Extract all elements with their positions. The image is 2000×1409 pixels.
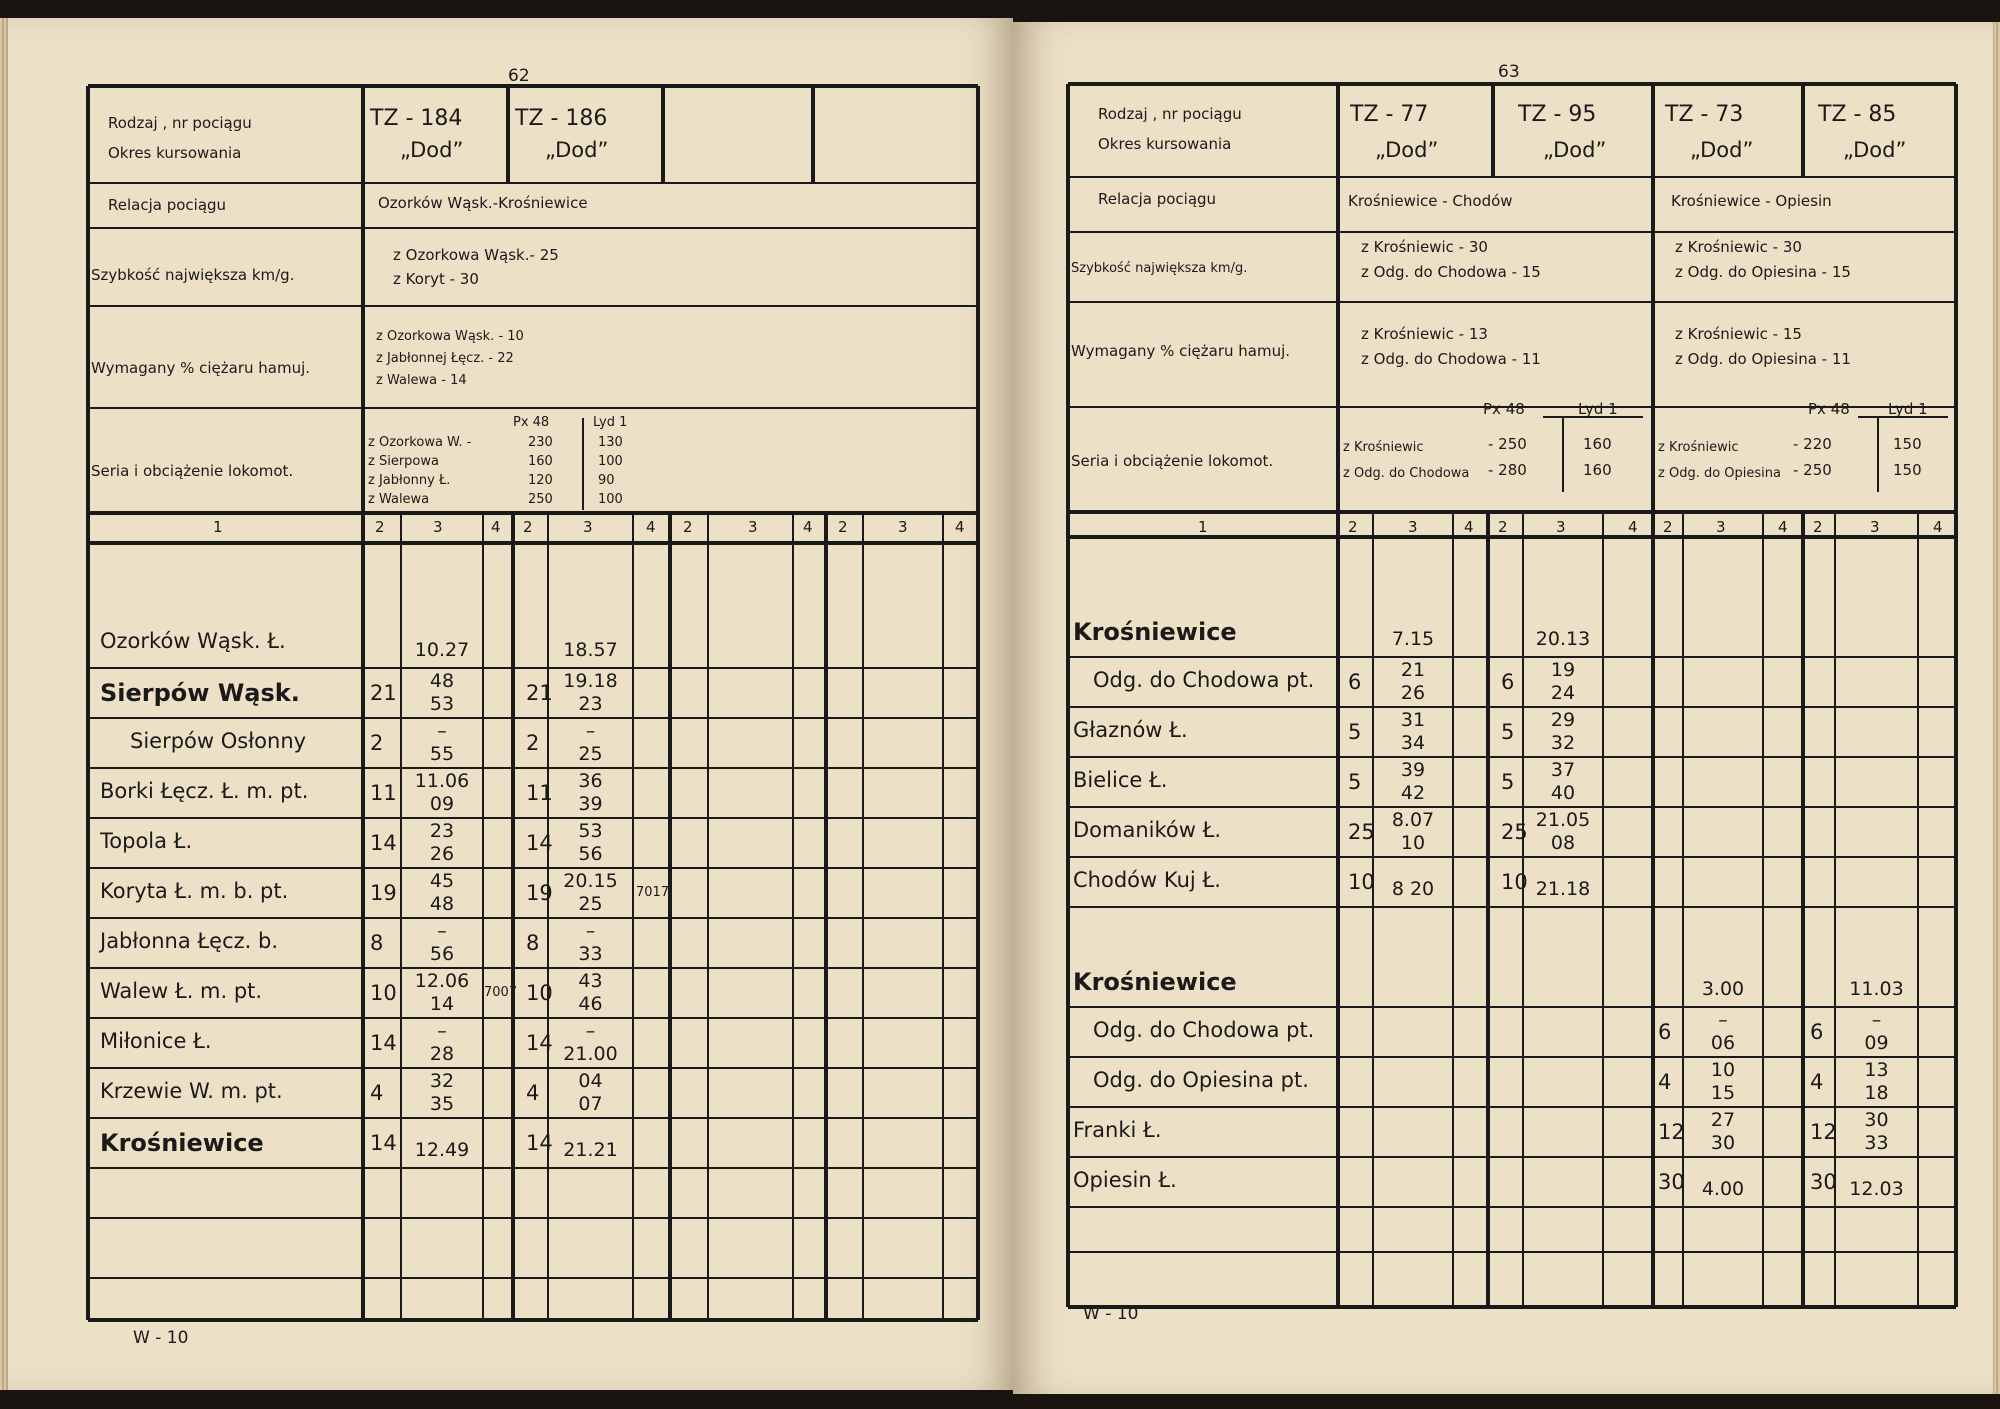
time-departure: 14 — [429, 993, 455, 1015]
brake-entry: z Krośniewic - 13 — [1361, 325, 1488, 343]
time-departure: 46 — [578, 993, 603, 1015]
speed-entry: z Ozorkowa Wąsk.- 25 — [393, 246, 559, 264]
train-kind-label: Rodzaj , nr pociągu — [1098, 105, 1242, 123]
distance-km: 5 — [1348, 720, 1362, 744]
brake-entry: z Jabłonnej Łęcz. - 22 — [376, 351, 514, 366]
loco-load-a: - 250 — [1793, 461, 1832, 479]
distance-km: 4 — [1810, 1070, 1824, 1094]
loco-series-a: Px 48 — [1483, 400, 1525, 418]
train-note: 7007 — [484, 985, 518, 1000]
train-period: „Dod” — [1375, 138, 1439, 162]
loco-load-a: 160 — [528, 454, 553, 469]
station-name: Krzewie W. m. pt. — [100, 1079, 283, 1103]
left-page — [8, 18, 1013, 1390]
column-number: 4 — [1778, 518, 1788, 536]
column-number: 3 — [1408, 518, 1418, 536]
time-departure: 42 — [1400, 782, 1426, 804]
distance-km: 5 — [1501, 770, 1515, 794]
time-value: 7.15 — [1391, 628, 1435, 650]
time-value: 18.57 — [563, 639, 618, 661]
time-departure: 25 — [578, 743, 603, 765]
column-number: 2 — [1663, 518, 1673, 536]
column-number: 2 — [683, 518, 693, 536]
time-arrival: 48 — [429, 670, 455, 692]
time-arrival: 21.05 — [1535, 809, 1591, 831]
loco-load-b: 100 — [598, 492, 623, 507]
time-departure: 28 — [429, 1043, 455, 1065]
loco-from: z Walewa — [368, 492, 430, 507]
time-arrival: – — [437, 920, 447, 942]
time-arrival: 36 — [578, 770, 603, 792]
station-name: Franki Ł. — [1073, 1118, 1162, 1142]
time-arrival: 29 — [1550, 709, 1576, 731]
loco-from: z Krośniewic — [1658, 440, 1739, 455]
station-name: Borki Łęcz. Ł. m. pt. — [100, 779, 309, 803]
time-arrival: 19 — [1550, 659, 1576, 681]
time-departure: 26 — [1400, 682, 1426, 704]
time-arrival: 11.06 — [414, 770, 470, 792]
loco-from: z Ozorkowa W. - — [368, 435, 472, 450]
time-departure: 07 — [578, 1093, 603, 1115]
station-name: Głaznów Ł. — [1073, 718, 1188, 742]
brake-entry: z Krośniewic - 15 — [1675, 325, 1802, 343]
time-arrival: 20.15 — [563, 870, 618, 892]
time-departure: 48 — [429, 893, 455, 915]
column-number: 4 — [955, 518, 965, 536]
station-name: Krośniewice — [100, 1129, 264, 1157]
distance-km: 30 — [1810, 1170, 1837, 1194]
column-number: 4 — [1464, 518, 1474, 536]
right-page — [1013, 22, 1993, 1394]
time-departure: 25 — [578, 893, 603, 915]
train-number: TZ - 77 — [1350, 102, 1429, 127]
distance-km: 14 — [526, 831, 553, 855]
time-departure: 56 — [578, 843, 603, 865]
train-period: „Dod” — [1843, 138, 1907, 162]
column-number: 4 — [1628, 518, 1638, 536]
time-departure: 33 — [1864, 1132, 1889, 1154]
time-departure: 53 — [429, 693, 455, 715]
time-departure: 06 — [1710, 1032, 1736, 1054]
loco-load-a: 230 — [528, 435, 553, 450]
station-name: Domaników Ł. — [1073, 818, 1222, 842]
distance-km: 14 — [370, 1131, 397, 1155]
speed-label: Szybkość największa km/g. — [91, 266, 295, 284]
column-number: 2 — [375, 518, 385, 536]
distance-km: 30 — [1658, 1170, 1685, 1194]
column-number: 2 — [1348, 518, 1358, 536]
train-period: „Dod” — [545, 138, 609, 162]
column-number: 3 — [1556, 518, 1566, 536]
station-name: Ozorków Wąsk. Ł. — [100, 629, 286, 653]
distance-km: 4 — [526, 1081, 540, 1105]
time-departure: 23 — [578, 693, 603, 715]
column-number: 3 — [748, 518, 758, 536]
page-footer: W - 10 — [1083, 1304, 1139, 1324]
distance-km: 19 — [370, 881, 397, 905]
column-number: 2 — [1813, 518, 1823, 536]
distance-km: 10 — [526, 981, 553, 1005]
column-number: 2 — [523, 518, 533, 536]
time-departure: 40 — [1550, 782, 1576, 804]
brake-label: Wymagany % ciężaru hamuj. — [91, 359, 311, 377]
time-arrival: 10 — [1710, 1059, 1736, 1081]
time-value: 21.21 — [563, 1139, 618, 1161]
time-departure: 09 — [429, 793, 455, 815]
brake-entry: z Odg. do Opiesina - 11 — [1675, 350, 1851, 368]
station-name: Koryta Ł. m. b. pt. — [100, 879, 289, 903]
brake-entry: z Ozorkowa Wąsk. - 10 — [376, 329, 524, 344]
relation-value: Krośniewice - Chodów — [1348, 192, 1513, 210]
time-value: 12.03 — [1849, 1178, 1904, 1200]
loco-series-a: Px 48 — [1808, 400, 1850, 418]
loco-load-b: 150 — [1893, 461, 1922, 479]
column-number: 3 — [583, 518, 593, 536]
relation-label: Relacja pociągu — [108, 196, 227, 214]
distance-km: 14 — [370, 831, 397, 855]
time-departure: 35 — [429, 1093, 455, 1115]
time-departure: 55 — [429, 743, 455, 765]
time-arrival: 37 — [1550, 759, 1576, 781]
page-number: 62 — [508, 66, 530, 86]
station-name: Chodów Kuj Ł. — [1073, 868, 1221, 892]
time-value: 3.00 — [1701, 978, 1745, 1000]
loco-series-a: Px 48 — [513, 415, 550, 430]
time-departure: 21.00 — [563, 1043, 618, 1065]
distance-km: 21 — [526, 681, 553, 705]
column-number: 4 — [803, 518, 813, 536]
time-arrival: 30 — [1864, 1109, 1889, 1131]
column-number: 4 — [1933, 518, 1943, 536]
distance-km: 6 — [1348, 670, 1362, 694]
period-label: Okres kursowania — [108, 144, 242, 162]
station-name: Miłonice Ł. — [100, 1029, 212, 1053]
loco-load-a: - 220 — [1793, 435, 1832, 453]
distance-km: 10 — [1348, 870, 1375, 894]
loco-from: z Sierpowa — [368, 454, 439, 469]
relation-value: Ozorków Wąsk.-Krośniewice — [378, 194, 588, 212]
loco-load-a: - 250 — [1488, 435, 1527, 453]
train-number: TZ - 186 — [515, 106, 608, 131]
column-number: 4 — [646, 518, 656, 536]
loco-load-b: 160 — [1583, 461, 1612, 479]
distance-km: 25 — [1348, 820, 1375, 844]
distance-km: 8 — [526, 931, 540, 955]
distance-km: 11 — [370, 781, 397, 805]
time-departure: 24 — [1550, 682, 1576, 704]
loco-series-b: Lyd 1 — [1578, 400, 1618, 418]
time-departure: 26 — [429, 843, 455, 865]
time-arrival: 45 — [429, 870, 455, 892]
loco-label: Seria i obciążenie lokomot. — [1071, 452, 1274, 470]
station-name: Odg. do Chodowa pt. — [1093, 1018, 1315, 1042]
time-arrival: 53 — [578, 820, 603, 842]
distance-km: 19 — [526, 881, 553, 905]
distance-km: 2 — [526, 731, 540, 755]
time-departure: 33 — [578, 943, 603, 965]
loco-load-a: - 280 — [1488, 461, 1527, 479]
time-departure: 56 — [429, 943, 455, 965]
period-label: Okres kursowania — [1098, 135, 1232, 153]
loco-label: Seria i obciążenie lokomot. — [91, 462, 294, 480]
time-departure: 09 — [1864, 1032, 1889, 1054]
time-arrival: – — [1718, 1009, 1728, 1031]
time-arrival: – — [1871, 1009, 1882, 1031]
speed-entry: z Odg. do Opiesina - 15 — [1675, 263, 1851, 281]
speed-label: Szybkość największa km/g. — [1071, 261, 1248, 276]
time-value: 4.00 — [1701, 1178, 1745, 1200]
distance-km: 8 — [370, 931, 384, 955]
speed-entry: z Krośniewic - 30 — [1675, 238, 1802, 256]
train-period: „Dod” — [1690, 138, 1754, 162]
time-arrival: 39 — [1400, 759, 1426, 781]
station-name: Sierpów Osłonny — [130, 729, 307, 753]
column-number: 2 — [838, 518, 848, 536]
distance-km: 10 — [370, 981, 397, 1005]
distance-km: 25 — [1501, 820, 1528, 844]
distance-km: 6 — [1810, 1020, 1824, 1044]
time-arrival: 19.18 — [563, 670, 618, 692]
distance-km: 12 — [1810, 1120, 1837, 1144]
loco-load-b: 100 — [598, 454, 623, 469]
time-departure: 10 — [1400, 832, 1426, 854]
time-arrival: 21 — [1400, 659, 1426, 681]
time-arrival: 31 — [1400, 709, 1426, 731]
relation-value: Krośniewice - Opiesin — [1671, 192, 1832, 210]
speed-entry: z Koryt - 30 — [393, 270, 479, 288]
station-name: Sierpów Wąsk. — [100, 679, 300, 707]
time-departure: 39 — [578, 793, 603, 815]
time-value: 20.13 — [1535, 628, 1591, 650]
time-arrival: 04 — [578, 1070, 603, 1092]
distance-km: 10 — [1501, 870, 1528, 894]
time-arrival: 32 — [429, 1070, 455, 1092]
column-number: 1 — [213, 518, 223, 536]
train-number: TZ - 85 — [1818, 102, 1897, 127]
station-name: Walew Ł. m. pt. — [100, 979, 263, 1003]
time-arrival: 12.06 — [414, 970, 470, 992]
page-footer: W - 10 — [133, 1328, 189, 1348]
train-number: TZ - 95 — [1518, 102, 1597, 127]
loco-load-a: 250 — [528, 492, 553, 507]
distance-km: 6 — [1658, 1020, 1672, 1044]
time-arrival: 23 — [429, 820, 455, 842]
loco-series-b: Lyd 1 — [593, 415, 628, 430]
time-value: 10.27 — [414, 639, 470, 661]
distance-km: 14 — [526, 1031, 553, 1055]
time-value: 8 20 — [1391, 878, 1435, 900]
loco-from: z Krośniewic — [1343, 440, 1424, 455]
time-departure: 18 — [1864, 1082, 1889, 1104]
loco-from: z Odg. do Opiesina — [1658, 466, 1781, 481]
column-number: 3 — [433, 518, 443, 536]
time-arrival: – — [585, 1020, 596, 1042]
train-kind-label: Rodzaj , nr pociągu — [108, 114, 252, 132]
loco-load-b: 150 — [1893, 435, 1922, 453]
station-name: Odg. do Chodowa pt. — [1093, 668, 1315, 692]
brake-entry: z Odg. do Chodowa - 11 — [1361, 350, 1541, 368]
train-period: „Dod” — [1543, 138, 1607, 162]
time-departure: 15 — [1710, 1082, 1736, 1104]
distance-km: 6 — [1501, 670, 1515, 694]
loco-series-b: Lyd 1 — [1888, 400, 1928, 418]
time-arrival: – — [585, 720, 596, 742]
station-name: Krośniewice — [1073, 618, 1237, 646]
time-value: 11.03 — [1849, 978, 1904, 1000]
column-number: 1 — [1198, 518, 1208, 536]
time-arrival: 43 — [578, 970, 603, 992]
time-departure: 08 — [1550, 832, 1576, 854]
time-arrival: – — [437, 1020, 447, 1042]
distance-km: 14 — [526, 1131, 553, 1155]
column-number: 3 — [1870, 518, 1880, 536]
distance-km: 14 — [370, 1031, 397, 1055]
station-name: Odg. do Opiesina pt. — [1093, 1068, 1309, 1092]
time-departure: 34 — [1400, 732, 1426, 754]
time-arrival: – — [437, 720, 447, 742]
loco-load-b: 130 — [598, 435, 623, 450]
train-note: 7017 — [636, 885, 670, 900]
distance-km: 12 — [1658, 1120, 1685, 1144]
distance-km: 5 — [1348, 770, 1362, 794]
column-number: 2 — [1498, 518, 1508, 536]
train-period: „Dod” — [400, 138, 464, 162]
column-number: 4 — [491, 518, 501, 536]
time-arrival: 13 — [1864, 1059, 1889, 1081]
loco-load-a: 120 — [528, 473, 553, 488]
loco-from: z Odg. do Chodowa — [1343, 466, 1470, 481]
distance-km: 21 — [370, 681, 397, 705]
station-name: Opiesin Ł. — [1073, 1168, 1177, 1192]
time-arrival: 27 — [1710, 1109, 1736, 1131]
distance-km: 5 — [1501, 720, 1515, 744]
station-name: Topola Ł. — [100, 829, 193, 853]
column-number: 3 — [1716, 518, 1726, 536]
train-number: TZ - 73 — [1665, 102, 1744, 127]
distance-km: 11 — [526, 781, 553, 805]
station-name: Jabłonna Łęcz. b. — [100, 929, 279, 953]
brake-label: Wymagany % ciężaru hamuj. — [1071, 342, 1291, 360]
distance-km: 2 — [370, 731, 384, 755]
time-arrival: – — [585, 920, 596, 942]
speed-entry: z Odg. do Chodowa - 15 — [1361, 263, 1541, 281]
speed-entry: z Krośniewic - 30 — [1361, 238, 1488, 256]
time-departure: 32 — [1550, 732, 1576, 754]
brake-entry: z Walewa - 14 — [376, 373, 467, 388]
relation-label: Relacja pociągu — [1098, 190, 1217, 208]
loco-from: z Jabłonny Ł. — [368, 473, 451, 488]
station-name: Krośniewice — [1073, 968, 1237, 996]
page-number: 63 — [1498, 62, 1520, 82]
station-name: Bielice Ł. — [1073, 768, 1168, 792]
train-number: TZ - 184 — [370, 106, 463, 131]
time-arrival: 8.07 — [1391, 809, 1435, 831]
distance-km: 4 — [370, 1081, 384, 1105]
loco-load-b: 160 — [1583, 435, 1612, 453]
time-value: 12.49 — [414, 1139, 470, 1161]
time-value: 21.18 — [1535, 878, 1591, 900]
column-number: 3 — [898, 518, 908, 536]
time-departure: 30 — [1710, 1132, 1736, 1154]
loco-load-b: 90 — [598, 473, 615, 488]
distance-km: 4 — [1658, 1070, 1672, 1094]
